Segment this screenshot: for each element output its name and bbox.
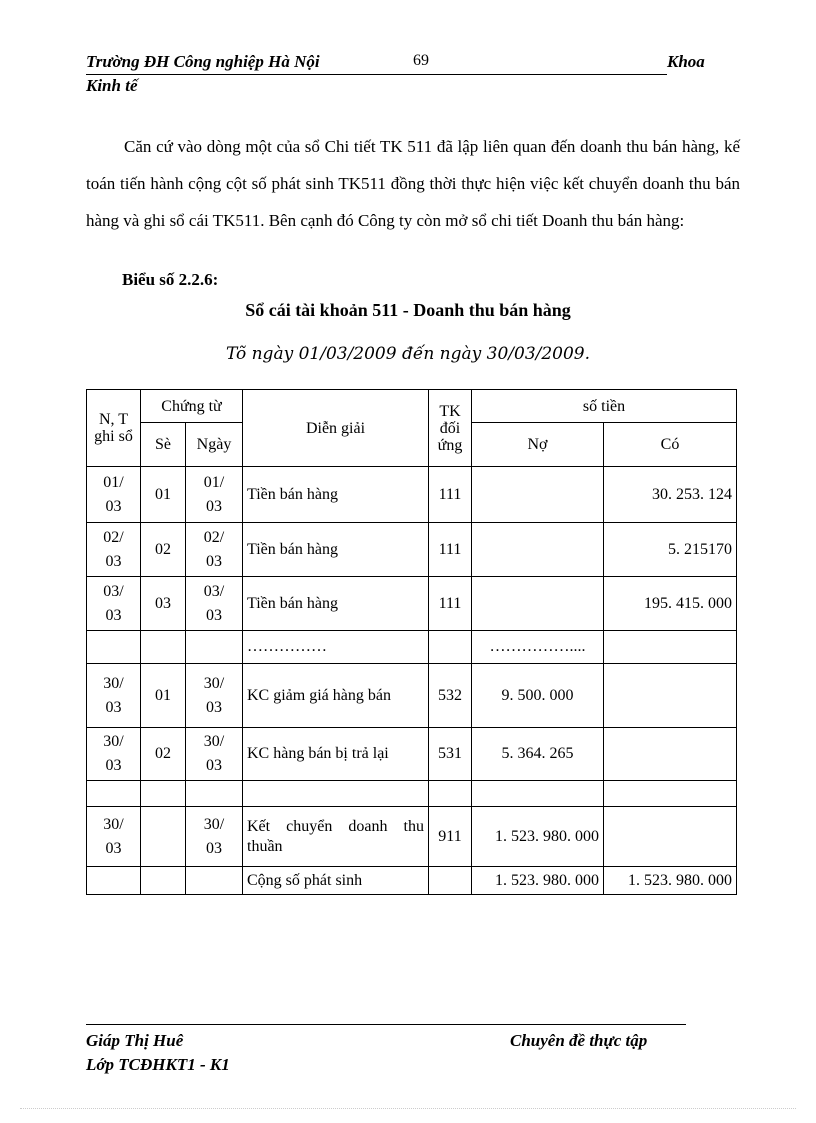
footer-author: Giáp Thị Huê xyxy=(86,1031,184,1050)
row-contra-account: 111 xyxy=(429,523,472,577)
row-debit: 9. 500. 000 xyxy=(472,664,604,728)
row-debit: 5. 364. 265 xyxy=(472,728,604,781)
row-debit xyxy=(472,467,604,523)
row-debit xyxy=(472,523,604,577)
row-credit xyxy=(604,631,737,664)
intro-paragraph: Căn cứ vào dòng một của sổ Chi tiết TK 511 đã lập liên quan đến doanh thu bán hàng, kế toán tiến hành cộng cột số phát sinh TK511 đồng thời thực hiện việc kết chuyển doanh thu bán hàng và ghi sổ cái TK511. Bên cạnh đó Công ty còn mở sổ chi tiết Doanh thu bán hàng: xyxy=(86,137,740,230)
page-header xyxy=(86,52,712,96)
row-credit: 195. 415. 000 xyxy=(604,577,737,631)
row-debit: 1. 523. 980. 000 xyxy=(472,807,604,867)
row-debit xyxy=(472,781,604,807)
row-description: Tiền bán hàng xyxy=(243,523,429,577)
total-label: Cộng số phát sinh xyxy=(243,867,429,895)
row-debit: …………….... xyxy=(472,631,604,664)
row-voucher-date: 01/ 03 xyxy=(186,467,243,523)
row-date: 03/ 03 xyxy=(87,577,141,631)
total-debit: 1. 523. 980. 000 xyxy=(472,867,604,895)
row-voucher-no: 01 xyxy=(141,664,186,728)
row-credit: 5. 215170 xyxy=(604,523,737,577)
row-date xyxy=(87,781,141,807)
row-contra-account xyxy=(429,781,472,807)
row-credit xyxy=(604,728,737,781)
row-voucher-date: 30/ 03 xyxy=(186,807,243,867)
row-voucher-date: 02/ 03 xyxy=(186,523,243,577)
ledger-title: Sổ cái tài khoản 511 - Doanh thu bán hàng xyxy=(245,300,571,320)
page-number: 69 xyxy=(413,52,429,69)
department-line-2: Kinh tế xyxy=(86,76,138,95)
row-description xyxy=(243,781,429,807)
row-voucher-date: 03/ 03 xyxy=(186,577,243,631)
row-credit xyxy=(604,781,737,807)
total-empty-cell xyxy=(186,867,243,895)
row-contra-account: 911 xyxy=(429,807,472,867)
row-voucher-no: 02 xyxy=(141,728,186,781)
col-header-voucher: Chứng từ xyxy=(141,390,243,423)
row-voucher-date: 30/ 03 xyxy=(186,664,243,728)
row-voucher-no: 01 xyxy=(141,467,186,523)
row-contra-account: 532 xyxy=(429,664,472,728)
table-row xyxy=(87,664,737,728)
row-credit xyxy=(604,807,737,867)
row-voucher-date: 30/ 03 xyxy=(186,728,243,781)
footer-divider xyxy=(86,1024,686,1025)
total-empty-cell xyxy=(141,867,186,895)
col-header-credit: Có xyxy=(604,423,737,467)
table-row xyxy=(87,631,737,664)
total-empty-cell xyxy=(87,867,141,895)
row-date: 01/ 03 xyxy=(87,467,141,523)
total-empty-cell xyxy=(429,867,472,895)
col-header-amount: số tiền xyxy=(472,390,737,423)
department-line-1: Khoa xyxy=(667,52,705,71)
row-voucher-no xyxy=(141,807,186,867)
row-contra-account: 111 xyxy=(429,467,472,523)
col-header-date: N, T ghi sổ xyxy=(87,390,141,467)
row-voucher-date xyxy=(186,631,243,664)
row-date: 30/ 03 xyxy=(87,728,141,781)
row-voucher-no: 02 xyxy=(141,523,186,577)
col-header-voucher-date: Ngày xyxy=(186,423,243,467)
total-row xyxy=(87,867,737,895)
ledger-table xyxy=(86,389,737,895)
ledger-period: Tõ ngày 01/03/2009 đến ngày 30/03/2009. xyxy=(225,344,591,364)
table-row xyxy=(87,781,737,807)
table-row xyxy=(87,728,737,781)
row-date xyxy=(87,631,141,664)
row-description: Tiền bán hàng xyxy=(243,467,429,523)
total-credit: 1. 523. 980. 000 xyxy=(604,867,737,895)
footer-topic: Chuyên đề thực tập xyxy=(510,1031,648,1050)
table-row xyxy=(87,577,737,631)
row-voucher-no xyxy=(141,631,186,664)
col-header-contra-account: TK đối ứng xyxy=(429,390,472,467)
col-header-voucher-no: Sè xyxy=(141,423,186,467)
table-row xyxy=(87,523,737,577)
row-voucher-date xyxy=(186,781,243,807)
school-name: Trường ĐH Công nghiệp Hà Nội xyxy=(86,52,667,75)
row-credit: 30. 253. 124 xyxy=(604,467,737,523)
page-bottom-divider xyxy=(20,1108,796,1109)
row-description: …………… xyxy=(243,631,429,664)
col-header-debit: Nợ xyxy=(472,423,604,467)
row-debit xyxy=(472,577,604,631)
table-row xyxy=(87,467,737,523)
row-date: 30/ 03 xyxy=(87,807,141,867)
row-description: KC hàng bán bị trả lại xyxy=(243,728,429,781)
footer-class: Lớp TCĐHKT1 - K1 xyxy=(86,1055,230,1074)
row-contra-account xyxy=(429,631,472,664)
row-contra-account: 531 xyxy=(429,728,472,781)
row-voucher-no xyxy=(141,781,186,807)
row-description: Tiền bán hàng xyxy=(243,577,429,631)
row-credit xyxy=(604,664,737,728)
row-description: KC giảm giá hàng bán xyxy=(243,664,429,728)
row-voucher-no: 03 xyxy=(141,577,186,631)
row-date: 30/ 03 xyxy=(87,664,141,728)
col-header-description: Diễn giải xyxy=(243,390,429,467)
row-date: 02/ 03 xyxy=(87,523,141,577)
row-contra-account: 111 xyxy=(429,577,472,631)
figure-label: Biểu số 2.2.6: xyxy=(122,270,219,289)
table-row xyxy=(87,807,737,867)
row-description: Kết chuyển doanh thu thuần xyxy=(243,807,429,867)
